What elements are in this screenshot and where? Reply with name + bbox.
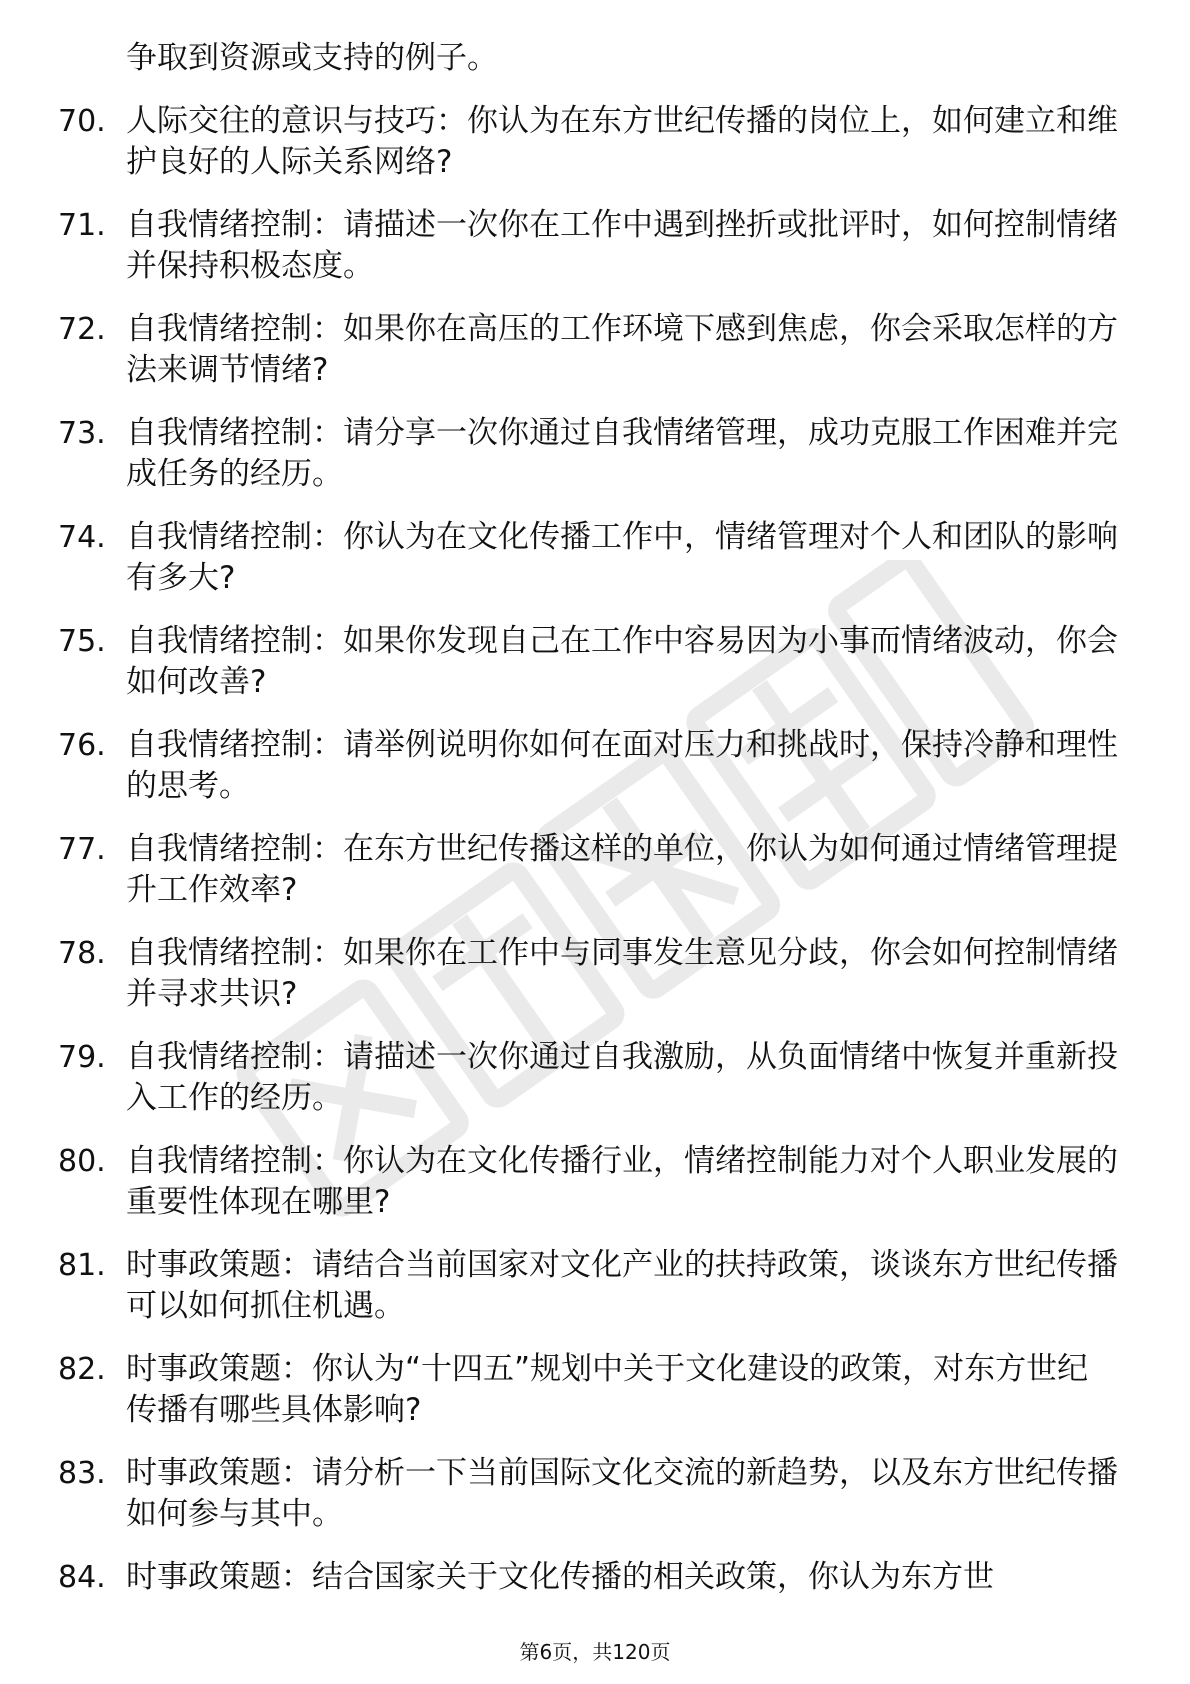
item-text: 自我情绪控制：如果你发现自己在工作中容易因为小事而情绪波动，你会如何改善? (126, 623, 1118, 700)
item-number: 76. (58, 728, 106, 763)
list-item (58, 1453, 1118, 1535)
item-text: 自我情绪控制：你认为在文化传播工作中，情绪管理对个人和团队的影响有多大? (126, 519, 1118, 596)
item-text: 自我情绪控制：请描述一次你在工作中遇到挫折或批评时，如何控制情绪并保持积极态度。 (126, 207, 1118, 284)
item-number: 82. (58, 1352, 106, 1387)
item-text: 时事政策题：结合国家关于文化传播的相关政策，你认为东方世 (126, 1559, 994, 1595)
list-item (58, 517, 1118, 599)
list-item (58, 725, 1118, 807)
item-text: 时事政策题：你认为“十四五”规划中关于文化建设的政策，对东方世纪传播有哪些具体影响? (126, 1351, 1089, 1428)
item-number: 84. (58, 1560, 106, 1595)
list-item (58, 1245, 1118, 1327)
continuation-text: 争取到资源或支持的例子。 (126, 40, 498, 76)
list-item (58, 1037, 1118, 1119)
item-text: 时事政策题：请结合当前国家对文化产业的扶持政策，谈谈东方世纪传播可以如何抓住机遇。 (126, 1247, 1118, 1324)
list-item (58, 413, 1118, 495)
list-item (58, 829, 1118, 911)
item-number: 79. (58, 1040, 106, 1075)
item-number: 74. (58, 520, 106, 555)
list-item (58, 621, 1118, 703)
item-number: 75. (58, 624, 106, 659)
item-text: 自我情绪控制：你认为在文化传播行业，情绪控制能力对个人职业发展的重要性体现在哪里? (126, 1143, 1118, 1220)
item-number: 73. (58, 416, 106, 451)
item-number: 71. (58, 208, 106, 243)
item-number: 70. (58, 104, 106, 139)
list-item (58, 309, 1118, 391)
item-number: 80. (58, 1144, 106, 1179)
list-item (58, 205, 1118, 287)
question-list (58, 38, 1118, 1598)
item-number: 78. (58, 936, 106, 971)
item-number: 72. (58, 312, 106, 347)
item-text: 人际交往的意识与技巧：你认为在东方世纪传播的岗位上，如何建立和维护良好的人际关系网络? (126, 103, 1118, 180)
item-text: 自我情绪控制：请分享一次你通过自我情绪管理，成功克服工作困难并完成任务的经历。 (126, 415, 1118, 492)
list-item (58, 101, 1118, 183)
list-item (58, 1557, 1118, 1598)
item-text: 自我情绪控制：请举例说明你如何在面对压力和挑战时，保持冷静和理性的思考。 (126, 727, 1118, 804)
list-item (58, 933, 1118, 1015)
list-item (58, 1141, 1118, 1223)
item-text: 自我情绪控制：如果你在工作中与同事发生意见分歧，你会如何控制情绪并寻求共识? (126, 935, 1118, 1012)
item-number: 77. (58, 832, 106, 867)
item-text: 自我情绪控制：请描述一次你通过自我激励，从负面情绪中恢复并重新投入工作的经历。 (126, 1039, 1118, 1116)
item-number: 83. (58, 1456, 106, 1491)
list-item (58, 1349, 1118, 1431)
page-footer: 第6页，共120页 (519, 1640, 671, 1664)
item-text: 自我情绪控制：如果你在高压的工作环境下感到焦虑，你会采取怎样的方法来调节情绪? (126, 311, 1118, 388)
item-number: 81. (58, 1248, 106, 1283)
item-text: 时事政策题：请分析一下当前国际文化交流的新趋势，以及东方世纪传播如何参与其中。 (126, 1455, 1118, 1532)
item-text: 自我情绪控制：在东方世纪传播这样的单位，你认为如何通过情绪管理提升工作效率? (126, 831, 1118, 908)
